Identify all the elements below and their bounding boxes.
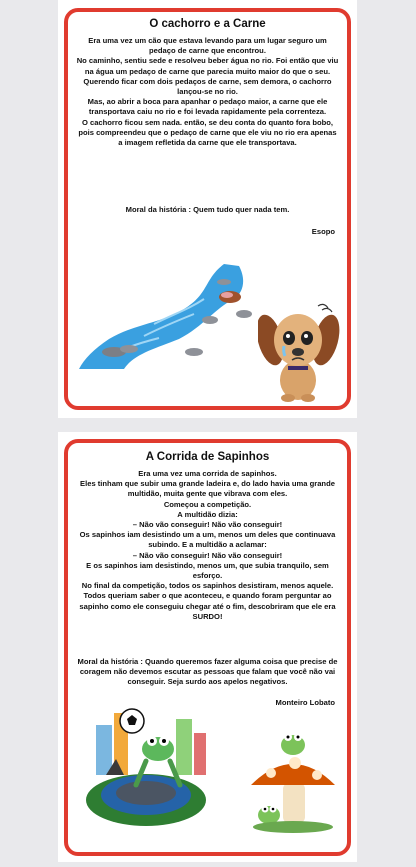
rock-icon bbox=[120, 345, 138, 353]
story-author: Monteiro Lobato bbox=[275, 698, 335, 707]
paragraph: – Não vão conseguir! Não vão conseguir! bbox=[132, 520, 283, 530]
paragraph: A multidão dizia: bbox=[177, 509, 238, 519]
frog-icon bbox=[258, 806, 280, 824]
page-1 bbox=[58, 0, 357, 418]
river-illustration bbox=[74, 254, 264, 374]
rock-icon bbox=[185, 348, 203, 356]
rock-icon bbox=[202, 316, 218, 324]
paragraph: Começou a competição. bbox=[163, 499, 252, 509]
paragraph: Era uma vez um cão que estava levando para um lugar seguro um pedaço de carne que encontrou. bbox=[88, 36, 327, 56]
story-author: Esopo bbox=[311, 227, 335, 236]
paragraph: O cachorro ficou sem nada. então, se deu conta do quanto fora bobo, pois compreendeu que o pedaço de carne que ele viu no rio era apenas a imagem refletida da carne que ele transportava. bbox=[78, 117, 337, 148]
paragraph: Todos queriam saber o que aconteceu, e quando foram perguntar ao sapinho como ele conseguiu chegar até o fim, descobriram que ele era SURDO! bbox=[79, 591, 336, 621]
paragraph: Eles tinham que subir uma grande ladeira e, do lado havia uma grande multidão, muita gente que vibrava com eles. bbox=[80, 479, 335, 499]
story-body bbox=[76, 36, 339, 148]
paragraph: No caminho, sentiu sede e resolveu beber água no rio. Foi então que viu na água um pedaço de carne que parecia muito maior do que o seu. bbox=[76, 56, 339, 76]
story-frame-2 bbox=[64, 439, 351, 856]
story-title: A Corrida de Sapinhos bbox=[145, 451, 270, 463]
paragraph: E os sapinhos iam desistindo, menos um, que subia tranquilo, sem esforço. bbox=[86, 560, 329, 581]
paragraph: Querendo ficar com dois pedaços de carne, sem demora, o cachorro lançou-se no rio. bbox=[83, 76, 332, 97]
frogs-on-mushroom-icon bbox=[243, 723, 343, 835]
rock-icon bbox=[217, 279, 231, 285]
frog-race-illustration bbox=[76, 705, 226, 835]
paragraph: Era uma vez uma corrida de sapinhos. bbox=[138, 469, 277, 478]
story-moral: Moral da história : Quem tudo quer nada tem. bbox=[125, 205, 290, 214]
page-2 bbox=[58, 432, 357, 862]
story-title: O cachorro e a Carne bbox=[149, 18, 266, 30]
story-frame-1 bbox=[64, 8, 351, 410]
rock-icon bbox=[236, 310, 252, 318]
paragraph: Os sapinhos iam desistindo um a um, menos um deles que continuava subindo. E a multidão a aclamar: bbox=[79, 530, 336, 550]
story-moral: Moral da história : Quando queremos fazer alguma coisa que precise de coragem não devemos escutar as pessoas que falam que você não vai conseguir. Seja surdo aos apelos negativos. bbox=[77, 657, 338, 687]
story-body bbox=[76, 469, 339, 622]
sad-dog-icon bbox=[258, 300, 340, 404]
frog-icon bbox=[142, 737, 174, 761]
paragraph: No final da competição, todos os sapinhos desistiram, menos aquele. bbox=[81, 581, 334, 591]
paragraph: Mas, ao abrir a boca para apanhar o pedaço maior, a carne que ele transportava caiu no rio e foi levada rapidamente pela correnteza. bbox=[87, 97, 328, 117]
paragraph: – Não vão conseguir! Não vão conseguir! bbox=[132, 550, 283, 560]
